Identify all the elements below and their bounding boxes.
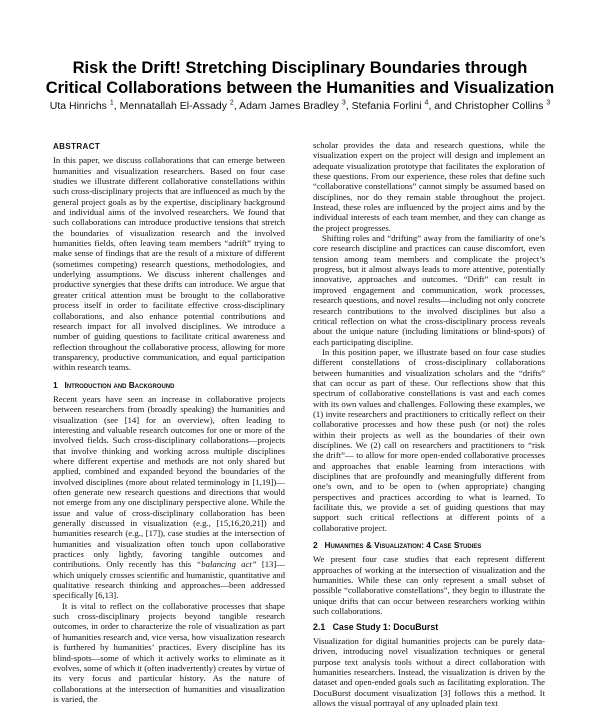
section-number: 2 bbox=[313, 540, 318, 551]
author-name: Stefania Forlini bbox=[351, 100, 422, 112]
intro-emphasis: “balancing act” bbox=[196, 559, 257, 570]
section-heading-case-studies bbox=[313, 540, 545, 550]
abstract-heading: ABSTRACT bbox=[53, 142, 101, 151]
author-affiliation: 3 bbox=[341, 99, 346, 107]
paper-title-line-2: Critical Collaborations between the Humanities and Visualization bbox=[45, 79, 555, 97]
section-title: Introduction and Background bbox=[64, 379, 175, 390]
right-column bbox=[313, 140, 545, 708]
paper-title-line-1: Risk the Drift! Stretching Disciplinary Boundaries through bbox=[72, 59, 528, 77]
case-studies-paragraph: We present four case studies that each represent different approaches of working at the intersection of visualization and the humanities. While these can only represent a small subset of possible “collaborative constellations”, they begin to illustrate the unique drifts that can occur between researchers working within such collaborations. bbox=[313, 554, 545, 617]
author-list: Uta Hinrichs $^1$, Mennatallah El-Assady $^2$, Adam James Bradley $^3$, Stefania Forlini $^4$, and Christopher Collins $^3$ bbox=[49, 99, 551, 112]
subsection-number: 2.1 bbox=[313, 622, 326, 633]
author-name: and Christopher Collins bbox=[434, 100, 544, 112]
author-affiliation: 1 bbox=[109, 99, 114, 107]
intro-paragraph-1-text-end: [13]—which uniquely crosses scientific and humanistic, quantitative and qualitative research thinking and approaches—been addressed specifically [6,13]. bbox=[53, 559, 285, 601]
section-title: Humanities & Visualization: 4 Case Studies bbox=[324, 540, 482, 551]
section-number: 1 bbox=[53, 379, 58, 390]
author-name: Uta Hinrichs bbox=[49, 100, 107, 112]
intro-paragraph-1-text: Recent years have seen an increase in collaborative projects between researchers from (broadly speaking) the humanities and visualization (see [14] for an overview), often leading to interesting and valuable research outcomes for one or more of the involved fields. Such cross-disciplinary collaborations—projects that involve thinking and working across multiple disciplines where different expertise and methods are not only shared but applied, combined and expanded beyond the boundaries of the involved disciplines (more about related terminology in [1,19])—often generate new research questions and directions that would not emerge from any one disciplinary perspective alone. While the issue and value of cross-disciplinary collaboration has been generally discussed in visualization (e.g., [15,16,20,21]) and humanities research (e.g., [17]), case studies at the intersection of humanities and visualization often touch upon collaborative practices only lightly, favoring tangible outcomes and contributions. Only recently has this bbox=[53, 393, 285, 570]
intro-paragraph-1 bbox=[53, 394, 285, 601]
author-affiliation: 2 bbox=[229, 99, 234, 107]
author-affiliation: 3 bbox=[546, 99, 551, 107]
left-column bbox=[53, 140, 285, 704]
author-name: Adam James Bradley bbox=[239, 100, 339, 112]
abstract-text: In this paper, we discuss collaborations that can emerge between humanities and visualization researchers. Based on four case studies we illustrate different collaborative constellations within such cross-disciplinary projects that are influenced as much by the general project goals as by the expertise, disciplinary background and individual aims of the involved researchers. We found that such collaborations can introduce productive tensions that stretch the boundaries of visualization research and the involved humanities fields, often leaving team members “adrift” trying to make sense of findings that are the result of a mixture of different (sometimes competing) research questions, methodologies, and underlying assumptions. We discuss inherent challenges and productive synergies that these drifts can introduce. We argue that greater critical attention must be brought to the collaborative process itself in order to facilitate effective cross-disciplinary collaborations, and also enhance potential contributions and research impact for all involved disciplines. We introduce a number of guiding questions to facilitate critical awareness and reflection throughout the collaborative process, allowing for more transparency, productive communication, and equal participation within research teams. bbox=[53, 155, 285, 373]
docuburst-paragraph: Visualization for digital humanities projects can be purely data-driven, introducing novel visualization techniques or general purpose text analysis tools without a direct collaboration with humanities researchers. Instead, the visualization is driven by the dataset and open-ended goals such as facilitating exploration. The DocuBurst document visualization [3] follows this a method. It allows the visual portrayal of any uploaded plain text bbox=[313, 635, 545, 708]
paper-title bbox=[0, 58, 600, 98]
section-heading-introduction bbox=[53, 380, 285, 390]
subsection-heading-docuburst bbox=[313, 622, 545, 632]
author-affiliation: 4 bbox=[424, 99, 429, 107]
intro-paragraph-3: scholar provides the data and research questions, while the visualization expert on the project will design and implement an adequate visualization prototype that facilitates the exploration of these questions. From our experience, these roles that define such “collaborative constellations” cannot simply be assumed based on disciplines, nor do they remain stable throughout the project. Instead, these roles are influenced by the project aims and by the individual interests of each team member, and they can change as the project progresses. bbox=[313, 140, 545, 233]
intro-paragraph-2: It is vital to reflect on the collaborative processes that shape such cross-disciplinary projects beyond tangible research outcomes, in order to characterize the role of visualization as part of humanities research and, vice versa, how visualization research is furthered by humanities’ practices. Every discipline has its blind-spots—some of which it actively works to eliminate as it evolves, some of which it (often inadvertently) creates by virtue of its very focus and particular history. As the nature of collaborations at the intersection of humanities and visualization is varied, the bbox=[53, 600, 285, 704]
intro-paragraph-5: In this position paper, we illustrate based on four case studies different constellations of cross-disciplinary collaborations between humanities and visualization scholars and the “drifts” that can occur as part of these. Our reflections show that this spectrum of collaborative constellations is vast and each comes with its own values and challenges. Following these examples, we (1) invite researchers and practitioners to critically reflect on their collaborative processes and how these push (or not) the roles within their projects as well as the boundaries of their own disciplines. We (2) call on researchers and practitioners to “risk the drift”— to allow for more open-ended collaborative processes and approaches that enable learning from interactions with disciplines that are profoundly and meaningfully different from one’s own, and to be open to (when appropriate) changing perspectives and practices according to what is learned. To facilitate this, we provide a set of guiding questions that may support such critical reflections at different points of a collaborative project. bbox=[313, 346, 545, 533]
author-name: Mennatallah El-Assady bbox=[119, 100, 227, 112]
intro-paragraph-4: Shifting roles and “drifting” away from the familiarity of one’s core research discipline and practices can cause discomfort, even tension among team members and complicate the project’s progress, but it almost always leads to more attentive, potentially innovative, approaches and outcomes. “Drift” can result in improved engagement and communication, work processes, research questions, and novel results—including not only concrete research contributions to the involved disciplines but also a critical reflection on what the cross-disciplinary process reveals about the unique nature (including limitations or blind-spots) of each participating discipline. bbox=[313, 233, 545, 347]
subsection-title: Case Study 1: DocuBurst bbox=[332, 622, 439, 633]
